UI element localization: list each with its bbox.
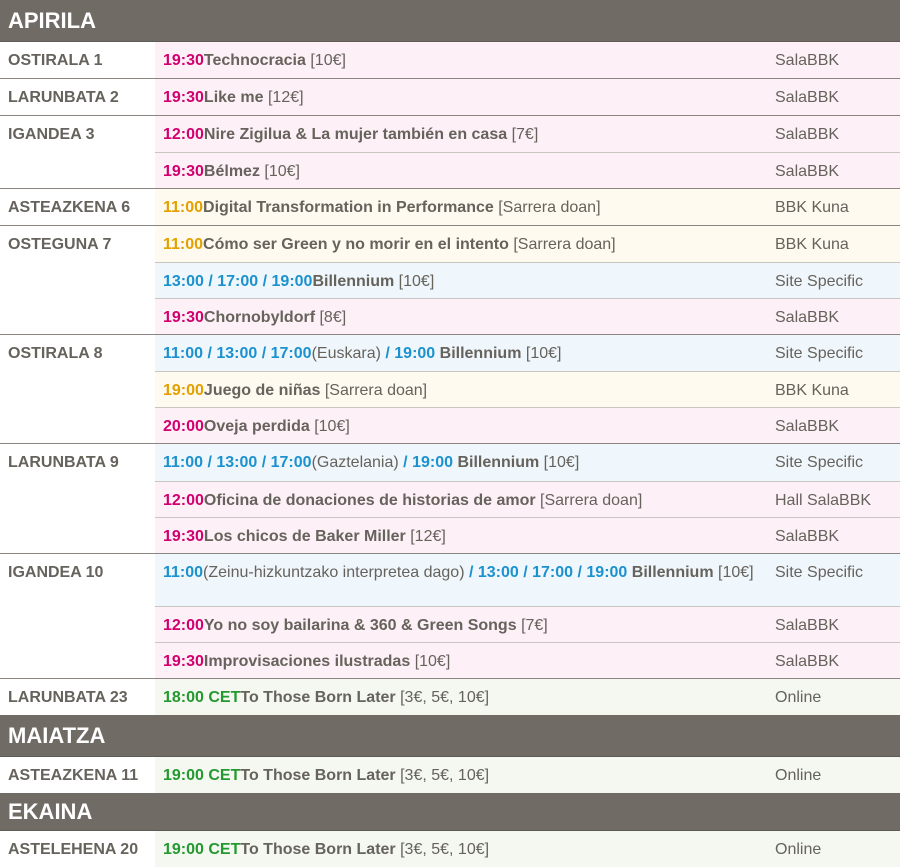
event-venue: Site Specific [775, 454, 864, 471]
event-price: [10€] [543, 454, 580, 471]
event-venue: BBK Kuna [775, 236, 849, 253]
event-price: [Sarrera doan] [324, 382, 428, 399]
event-venue: Online [775, 689, 822, 706]
event-title: Billennium [312, 273, 395, 290]
event-title: Improvisaciones ilustradas [203, 653, 411, 670]
event-price: [10€] [525, 345, 562, 362]
event-title: Bélmez [203, 163, 260, 180]
event-price: [8€] [319, 309, 347, 326]
event-row[interactable] [155, 642, 900, 678]
day-label: IGANDEA 10 [0, 554, 155, 678]
day-row [0, 757, 900, 793]
day-label: LARUNBATA 9 [0, 444, 155, 553]
event-time: 18:00 CET [163, 689, 241, 706]
event-title: Billennium [631, 564, 714, 581]
event-row[interactable] [155, 42, 900, 78]
event-venue: Site Specific [775, 273, 864, 290]
event-price: [3€, 5€, 10€] [400, 767, 490, 784]
day-row [0, 554, 900, 679]
event-time: 11:00 [163, 564, 204, 581]
event-title: Cómo ser Green y no morir en el intento [203, 236, 509, 253]
event-time: 11:00 [163, 236, 204, 253]
day-row [0, 226, 900, 335]
month-header-april: APIRILA [0, 0, 900, 42]
day-label: IGANDEA 3 [0, 116, 155, 188]
event-row[interactable] [155, 116, 900, 152]
event-title: Los chicos de Baker Miller [203, 528, 406, 545]
event-price: [3€, 5€, 10€] [400, 841, 490, 858]
event-row[interactable] [155, 606, 900, 642]
event-venue: Hall SalaBBK [775, 492, 872, 509]
event-price: [10€] [414, 653, 451, 670]
event-time: 19:30 [163, 653, 204, 670]
event-venue: SalaBBK [775, 528, 840, 545]
event-row[interactable] [155, 79, 900, 115]
event-venue: Site Specific [775, 345, 864, 362]
day-row [0, 116, 900, 189]
event-time: 19:30 [163, 52, 204, 69]
event-price: [10€] [310, 52, 346, 69]
event-price: [3€, 5€, 10€] [400, 689, 490, 706]
event-row[interactable] [155, 757, 900, 793]
event-venue: BBK Kuna [775, 382, 849, 399]
event-time: 11:00 [163, 199, 204, 216]
event-time: 12:00 [163, 492, 204, 509]
event-title: To Those Born Later [240, 767, 396, 784]
event-row[interactable] [155, 679, 900, 715]
day-row [0, 444, 900, 554]
event-time: 19:30 [163, 89, 204, 106]
event-row[interactable] [155, 226, 900, 262]
event-price: [10€] [718, 564, 754, 581]
event-venue: SalaBBK [775, 126, 840, 143]
event-time: 19:00 CET [163, 841, 241, 858]
event-venue: Online [775, 841, 822, 858]
event-price: [7€] [511, 126, 539, 143]
event-time: 19:00 CET [163, 767, 241, 784]
event-title: Billennium [439, 345, 522, 362]
day-label: LARUNBATA 2 [0, 79, 155, 115]
event-title: To Those Born Later [240, 689, 396, 706]
day-label: ASTEAZKENA 11 [0, 757, 155, 793]
event-note: (Zeinu-hizkuntzako interpretea dago) [203, 564, 465, 581]
event-title: Billennium [457, 454, 540, 471]
event-note: (Euskara) [311, 345, 381, 362]
event-title: Oveja perdida [203, 418, 310, 435]
event-venue: SalaBBK [775, 617, 840, 634]
event-row[interactable] [155, 554, 900, 606]
event-time: 19:00 [163, 382, 204, 399]
day-label: ASTEAZKENA 6 [0, 189, 155, 225]
event-title: Chornobyldorf [203, 309, 316, 326]
event-row[interactable] [155, 152, 900, 188]
event-row[interactable] [155, 371, 900, 407]
event-row[interactable] [155, 517, 900, 553]
event-price: [10€] [314, 418, 350, 435]
event-time: 19:30 [163, 528, 204, 545]
event-venue: SalaBBK [775, 653, 840, 670]
event-time: 11:00 / 13:00 / 17:00 [163, 345, 312, 362]
event-title: To Those Born Later [240, 841, 396, 858]
event-row[interactable] [155, 481, 900, 517]
event-venue: SalaBBK [775, 309, 840, 326]
month-header-may: MAIATZA [0, 715, 900, 757]
event-time: 12:00 [163, 126, 204, 143]
day-row [0, 42, 900, 79]
event-time-extra: / 19:00 [385, 345, 436, 362]
event-price: [7€] [521, 617, 548, 634]
day-label: ASTELEHENA 20 [0, 831, 155, 867]
day-label: LARUNBATA 23 [0, 679, 155, 715]
day-label: OSTIRALA 8 [0, 335, 155, 443]
event-title: Yo no soy bailarina & 360 & Green Songs [203, 617, 517, 634]
event-row[interactable] [155, 262, 900, 298]
event-venue: BBK Kuna [775, 199, 849, 216]
day-row [0, 831, 900, 867]
event-row[interactable] [155, 189, 900, 225]
event-venue: Online [775, 767, 822, 784]
day-row [0, 79, 900, 116]
event-time: 19:30 [163, 309, 204, 326]
event-time: 20:00 [163, 418, 204, 435]
event-price: [10€] [264, 163, 300, 180]
event-time: 13:00 / 17:00 / 19:00 [163, 273, 313, 290]
event-price: [Sarrera doan] [540, 492, 643, 509]
event-venue: SalaBBK [775, 418, 840, 435]
event-row[interactable] [155, 407, 900, 443]
event-price: [Sarrera doan] [498, 199, 601, 216]
day-label: OSTEGUNA 7 [0, 226, 155, 334]
month-header-june: EKAINA [0, 793, 900, 831]
event-price: [12€] [410, 528, 446, 545]
event-price: [12€] [267, 89, 304, 106]
event-time-extra: / 19:00 [403, 454, 453, 471]
event-price: [10€] [398, 273, 435, 290]
event-row[interactable] [155, 444, 900, 481]
event-venue: SalaBBK [775, 163, 840, 180]
day-row [0, 679, 900, 715]
event-row[interactable] [155, 831, 900, 867]
event-note: (Gaztelania) [311, 454, 399, 471]
event-title: Technocracia [203, 52, 306, 69]
event-price: [Sarrera doan] [513, 236, 616, 253]
event-row[interactable] [155, 298, 900, 334]
day-row [0, 189, 900, 226]
event-venue: SalaBBK [775, 89, 840, 106]
event-venue: Site Specific [775, 564, 864, 581]
event-time: 11:00 / 13:00 / 17:00 [163, 454, 312, 471]
event-title: Oficina de donaciones de historias de amor [203, 492, 536, 509]
event-title: Digital Transformation in Performance [203, 199, 494, 216]
day-label: OSTIRALA 1 [0, 42, 155, 78]
event-title: Nire Zigilua & La mujer también en casa [203, 126, 508, 143]
event-time: 12:00 [163, 617, 204, 634]
event-row[interactable] [155, 335, 900, 371]
event-title: Juego de niñas [203, 382, 321, 399]
event-time: 19:30 [163, 163, 204, 180]
day-row [0, 335, 900, 444]
event-time-extra: / 13:00 / 17:00 / 19:00 [468, 564, 628, 581]
event-title: Like me [203, 89, 264, 106]
event-venue: SalaBBK [775, 52, 840, 69]
